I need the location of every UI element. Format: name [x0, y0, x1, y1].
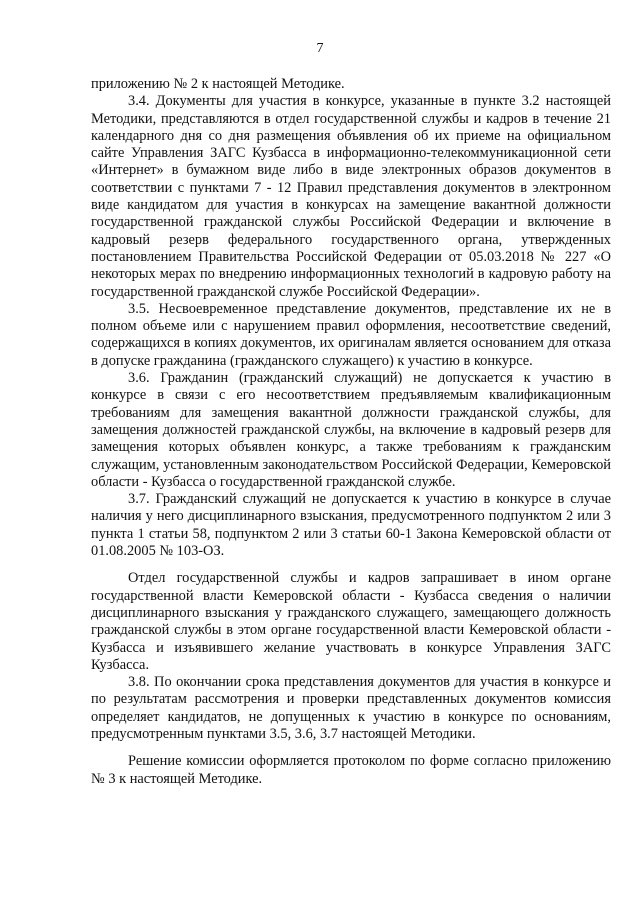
- paragraph-3-5: 3.5. Несвоевременное представление документов, представление их не в полном объеме или с нарушением правил оформления, несоответствие сведений, содержащихся в копиях документов, их оригиналам является основанием для отказа в допуске гражданина (гражданского служащего) к участию в конкурсе.: [91, 300, 611, 369]
- paragraph-decision: Решение комиссии оформляется протоколом по форме согласно приложению № 3 к настоящей Методике.: [91, 753, 611, 787]
- paragraph-continuation: приложению № 2 к настоящей Методике.: [91, 76, 345, 92]
- document-body: [91, 76, 611, 788]
- paragraph-3-4: 3.4. Документы для участия в конкурсе, указанные в пункте 3.2 настоящей Методики, представляются в отдел государственной службы и кадров в течение 21 календарного дня со дня размещения объявления об их приеме на официальном сайте Управления ЗАГС Кузбасса в информационно-телекоммуникационной сети «Интернет» в бумажном виде либо в виде электронных образов документов в соответствии с пунктами 7 - 12 Правил представления документов в электронном виде кандидатом для участия в конкурсах на замещение вакантной должности государственной гражданской службы Российской Федерации и включение в кадровый резерв федерального государственного органа, утвержденных постановлением Правительства Российской Федерации от 05.03.2018 № 227 «О некоторых мерах по внедрению информационных технологий в кадровую работу на государственной гражданской службе Российской Федерации».: [91, 93, 611, 300]
- page-number: 7: [316, 41, 324, 56]
- paragraph-3-6: 3.6. Гражданин (гражданский служащий) не допускается к участию в конкурсе в связи с его несоответствием предъявляемым квалификационным требованиям для замещения вакантной должности гражданской службы, для замещения должностей гражданской службы, на включение в кадровый резерв для замещения которых объявлен конкурс, а также требованиям к гражданским служащим, установленным законодательством Российской Федерации, Кемеровской области - Кузбасса о государственной гражданской службе.: [91, 370, 611, 490]
- paragraph-3-7-continued: Отдел государственной службы и кадров запрашивает в ином органе государственной власти Кемеровской области - Кузбасса сведения о наличии дисциплинарного взыскания у гражданского служащего, замещающего должность гражданской службы в этом органе государственной власти Кемеровской области - Кузбасса и изъявившего желание участвовать в конкурсе Управления ЗАГС Кузбасса.: [91, 570, 611, 673]
- paragraph-3-8: 3.8. По окончании срока представления документов для участия в конкурсе и по результатам рассмотрения и проверки представленных документов комиссия определяет кандидатов, не допущенных к участию в конкурсе по основаниям, предусмотренным пунктами 3.5, 3.6, 3.7 настоящей Методики.: [91, 674, 611, 742]
- paragraph-3-7: 3.7. Гражданский служащий не допускается к участию в конкурсе в случае наличия у него дисциплинарного взыскания, предусмотренного подпунктом 2 или 3 пункта 1 статьи 58, подпунктом 2 или 3 статьи 60-1 Закона Кемеровской области от 01.08.2005 № 103-ОЗ.: [91, 491, 611, 560]
